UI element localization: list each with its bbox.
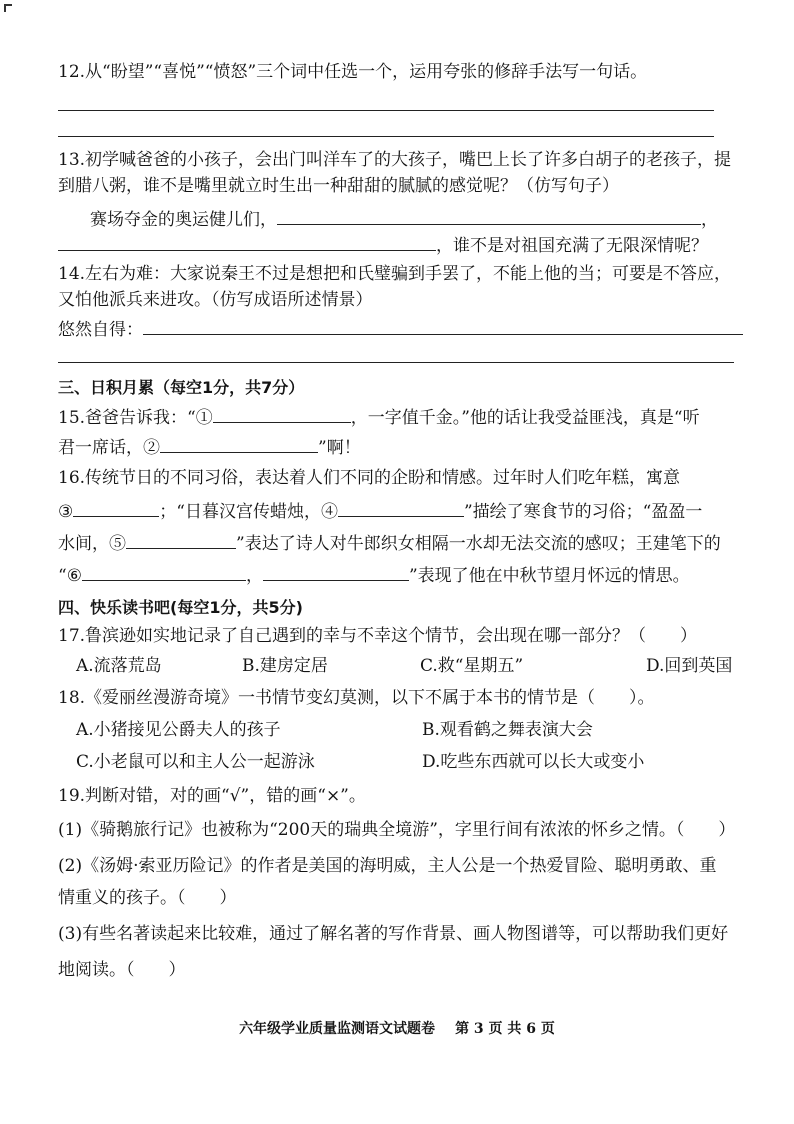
q16-blank-6b[interactable] bbox=[263, 562, 409, 581]
q18-stem: 18.《爱丽丝漫游奇境》一书情节变幻莫测，以下不属于本书的情节是（ ）。 bbox=[58, 688, 655, 708]
q14-line2: 又怕他派兵来进攻。（仿写成语所述情景） bbox=[58, 290, 373, 310]
q16-line4-a: “⑥ bbox=[58, 566, 82, 586]
q15-line1-b: ，一字值千金。”他的话让我受益匪浅，真是“听 bbox=[350, 408, 700, 428]
scan-corner-mark bbox=[4, 4, 12, 12]
page-footer bbox=[0, 1018, 794, 1038]
q16-line2-a: ③ bbox=[58, 502, 74, 522]
footer-page-number: 第 3 页 共 6 页 bbox=[455, 1021, 555, 1037]
q13-blank-1[interactable] bbox=[277, 206, 701, 225]
q18-option-d[interactable]: D.吃些东西就可以长大或变小 bbox=[422, 752, 645, 772]
q14-line3 bbox=[58, 316, 743, 342]
q13-line3-prefix: 赛场夺金的奥运健儿们， bbox=[90, 210, 277, 230]
q17-stem: 17.鲁滨逊如实地记录了自己遇到的幸与不幸这个情节，会出现在哪一部分？（ ） bbox=[58, 626, 698, 646]
q16-line3-b: ”表达了诗人对牛郎织女相隔一水却无法交流的感叹；王建笔下的 bbox=[236, 534, 721, 554]
q16-line4-b: ， bbox=[245, 566, 263, 586]
q16-line2-b: ；“日暮汉宫传蜡烛，④ bbox=[159, 502, 338, 522]
q18-option-b[interactable]: B.观看鹤之舞表演大会 bbox=[422, 720, 593, 740]
section3-title: 三、日积月累（每空1分，共7分） bbox=[58, 378, 305, 397]
q15-line2-a: 君一席话，② bbox=[58, 438, 160, 458]
q16-blank-3[interactable] bbox=[73, 498, 159, 517]
q15-line2-b: ”啊！ bbox=[318, 438, 361, 458]
q15-blank-2[interactable] bbox=[160, 434, 318, 453]
q17-option-c[interactable]: C.救“星期五” bbox=[420, 656, 524, 676]
q18-option-c[interactable]: C.小老鼠可以和主人公一起游泳 bbox=[76, 752, 315, 772]
q12-answer-line-2[interactable] bbox=[58, 136, 714, 137]
q12-answer-line-1[interactable] bbox=[58, 110, 714, 111]
q13-line3 bbox=[90, 206, 718, 232]
q16-line4 bbox=[58, 562, 690, 588]
q19-item1: (1)《骑鹅旅行记》也被称为“200天的瑞典全境游”，字里行间有浓浓的怀乡之情。（ ） bbox=[58, 820, 736, 840]
q19-item2-line2: 情重义的孩子。（ ） bbox=[58, 888, 237, 908]
q16-line3 bbox=[58, 530, 721, 556]
q19-item3-line1: (3)有些名著读起来比较难，通过了解名著的写作背景、画人物图谱等，可以帮助我们更好 bbox=[58, 924, 729, 944]
q16-blank-4[interactable] bbox=[338, 498, 464, 517]
q15-line1-a: 15.爸爸告诉我：“① bbox=[58, 408, 213, 428]
q17-option-b[interactable]: B.建房定居 bbox=[242, 656, 328, 676]
q19-item3-line2: 地阅读。（ ） bbox=[58, 960, 186, 980]
q13-line4-suffix: ，谁不是对祖国充满了无限深情呢？ bbox=[436, 236, 708, 256]
q13-line2: 到腊八粥，谁不是嘴里就立时生出一种甜甜的腻腻的感觉呢？（仿写句子） bbox=[58, 176, 619, 196]
section4-title: 四、快乐读书吧(每空1分，共5分) bbox=[58, 598, 303, 617]
q14-answer-line-2[interactable] bbox=[58, 362, 734, 363]
q15-line1 bbox=[58, 404, 700, 430]
q16-line2-c: ”描绘了寒食节的习俗；“盈盈一 bbox=[463, 502, 703, 522]
q15-line2 bbox=[58, 434, 361, 460]
q16-line4-c: ”表现了他在中秋节望月怀远的情思。 bbox=[408, 566, 690, 586]
q14-line3-prefix: 悠然自得： bbox=[58, 320, 143, 340]
q16-blank-5[interactable] bbox=[126, 530, 236, 549]
q16-line3-a: 水间，⑤ bbox=[58, 534, 126, 554]
q16-line2 bbox=[58, 498, 702, 524]
q13-blank-2[interactable] bbox=[58, 232, 436, 251]
q14-blank-1[interactable] bbox=[143, 316, 743, 335]
q18-option-a[interactable]: A.小猪接见公爵夫人的孩子 bbox=[76, 720, 281, 740]
q14-line1: 14.左右为难：大家说秦王不过是想把和氏璧骗到手罢了，不能上他的当；可要是不答应， bbox=[58, 264, 732, 284]
q16-blank-6a[interactable] bbox=[82, 562, 246, 581]
q13-line4 bbox=[58, 232, 708, 258]
q15-blank-1[interactable] bbox=[213, 404, 351, 423]
q19-stem: 19.判断对错，对的画“√”，错的画“×”。 bbox=[58, 786, 366, 806]
footer-title: 六年级学业质量监测语文试题卷 bbox=[239, 1021, 436, 1037]
q16-line1: 16.传统节日的不同习俗，表达着人们不同的企盼和情感。过年时人们吃年糕，寓意 bbox=[58, 468, 681, 488]
q13-line1: 13.初学喊爸爸的小孩子，会出门叫洋车了的大孩子，嘴巴上长了许多白胡子的老孩子，提 bbox=[58, 150, 732, 170]
q17-option-d[interactable]: D.回到英国 bbox=[646, 656, 733, 676]
q13-line3-suffix: ， bbox=[701, 210, 718, 230]
q17-option-a[interactable]: A.流落荒岛 bbox=[76, 656, 162, 676]
q19-item2-line1: (2)《汤姆·索亚历险记》的作者是美国的海明威，主人公是一个热爱冒险、聪明勇敢、重 bbox=[58, 856, 717, 876]
q12-text: 12.从“盼望”“喜悦”“愤怒”三个词中任选一个，运用夸张的修辞手法写一句话。 bbox=[58, 62, 648, 82]
